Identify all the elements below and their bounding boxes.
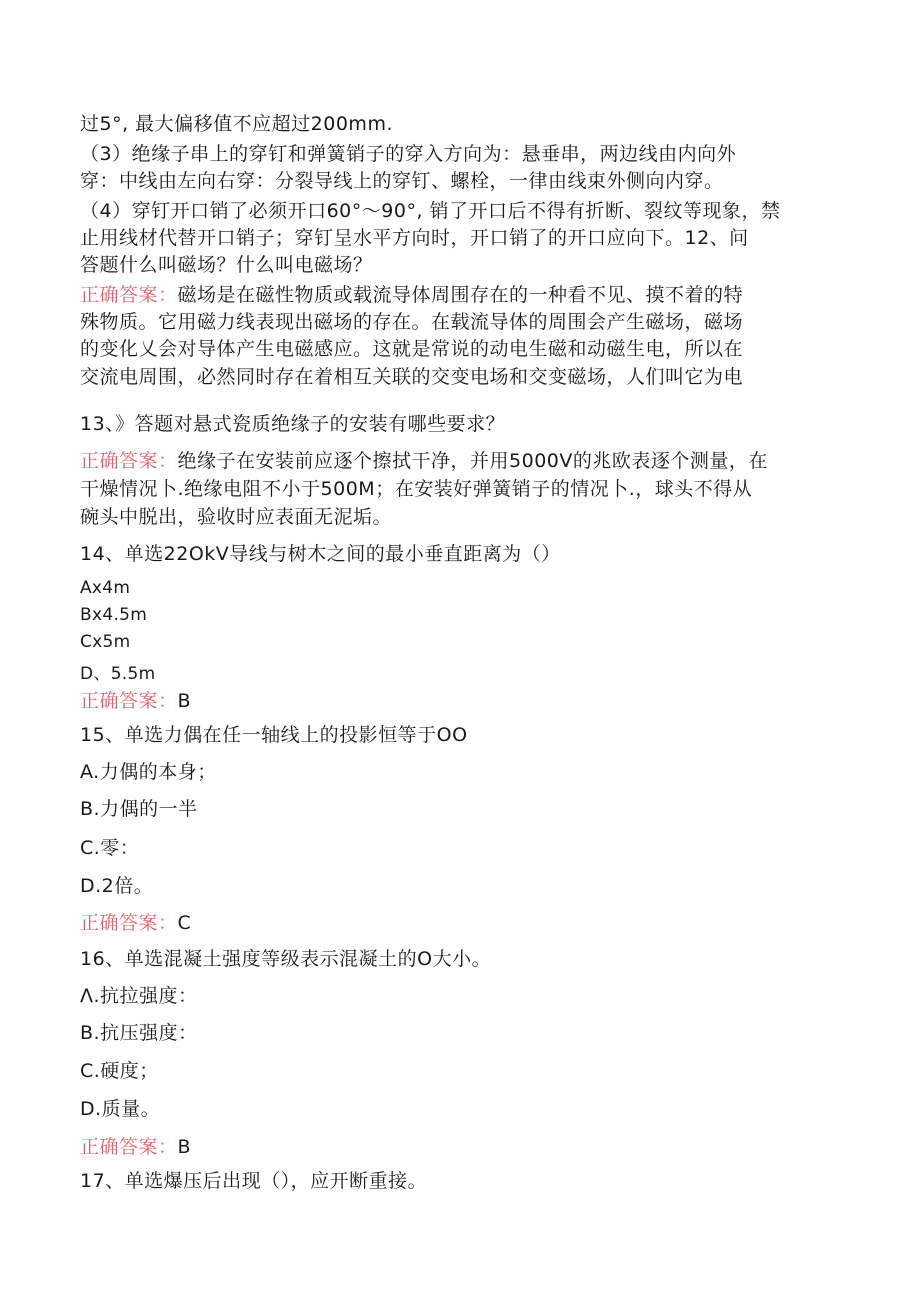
option: D.质量。 bbox=[80, 1098, 161, 1120]
option: Λ.抗拉强度： bbox=[80, 985, 198, 1007]
answer-text: 磁场是在磁性物质或载流导体周围存在的一种看不见、摸不着的特 bbox=[177, 284, 744, 306]
answer-label: 正确答案： bbox=[80, 912, 178, 934]
answer-value: B bbox=[177, 690, 192, 712]
text-line: 干燥情况卜.绝缘电阻不小于500M；在安装好弹簧销子的情况卜.，球头不得从 bbox=[80, 478, 753, 500]
option: D.2倍。 bbox=[80, 875, 154, 897]
answer-value: B bbox=[177, 1136, 192, 1158]
answer-12 bbox=[80, 282, 840, 308]
text-line: 殊物质。它用磁力线表现出磁场的存在。在载流导体的周围会产生磁场，磁场 bbox=[80, 311, 744, 333]
option: B.抗压强度： bbox=[80, 1022, 198, 1044]
question-13: 13、》答题对悬式瓷质绝缘子的安装有哪些要求？ bbox=[80, 413, 506, 435]
text-line: 过5°, 最大偏移值不应超过200mm. bbox=[80, 113, 393, 135]
answer-label: 正确答案： bbox=[80, 1136, 178, 1158]
text-line: 穿：中线由左向右穿：分裂导线上的穿钉、螺栓，一律由线束外侧向内穿。 bbox=[80, 170, 724, 192]
text-line: 止用线材代替开口销子；穿钉呈水平方向时，开口销了的开口应向下。12、问 bbox=[80, 227, 749, 249]
text-line: 碗头中脱出，验收时应表面无泥垢。 bbox=[80, 506, 393, 528]
question-15: 15、单选力偶在任一轴线上的投影恒等于OO bbox=[80, 724, 468, 746]
answer-15 bbox=[80, 910, 840, 936]
answer-16 bbox=[80, 1134, 840, 1160]
answer-text: 绝缘子在安装前应逐个擦拭干净，并用5000V的兆欧表逐个测量，在 bbox=[177, 450, 768, 472]
answer-label: 正确答案： bbox=[80, 450, 178, 472]
option: D、5.5m bbox=[80, 664, 156, 684]
option: B.力偶的一半 bbox=[80, 798, 198, 820]
text-line: 的变化乂会对导体产生电磁感应。这就是常说的动电生磁和动磁生电，所以在 bbox=[80, 338, 744, 360]
answer-label: 正确答案： bbox=[80, 690, 178, 712]
text-line: （3）绝缘子串上的穿钉和弹簧销子的穿入方向为：悬垂串，两边线由内向外 bbox=[80, 143, 737, 165]
option: Cx5m bbox=[80, 632, 131, 652]
question-14: 14、单选22OkV导线与树木之间的最小垂直距离为（） bbox=[80, 543, 561, 565]
answer-value: C bbox=[177, 912, 192, 934]
question-12: 答题什么叫磁场？什么叫电磁场？ bbox=[80, 254, 373, 276]
option: C.硬度； bbox=[80, 1060, 159, 1082]
text-line: 交流电周围，必然同时存在着相互关联的交变电场和交变磁场，人们叫它为电 bbox=[80, 366, 744, 388]
answer-13 bbox=[80, 448, 840, 474]
option: C.零： bbox=[80, 837, 140, 859]
answer-14 bbox=[80, 688, 840, 714]
option: Bx4.5m bbox=[80, 605, 148, 625]
question-16: 16、单选混凝土强度等级表示混凝土的O大小。 bbox=[80, 948, 492, 970]
text-line: （4）穿钉开口销了必须开口60°～90°, 销了开口后不得有折断、裂纹等现象，禁 bbox=[80, 200, 781, 222]
option: Ax4m bbox=[80, 578, 131, 598]
option: A.力偶的本身； bbox=[80, 761, 217, 783]
question-17: 17、单选爆压后出现（），应开断重接。 bbox=[80, 1170, 428, 1192]
answer-label: 正确答案： bbox=[80, 284, 178, 306]
